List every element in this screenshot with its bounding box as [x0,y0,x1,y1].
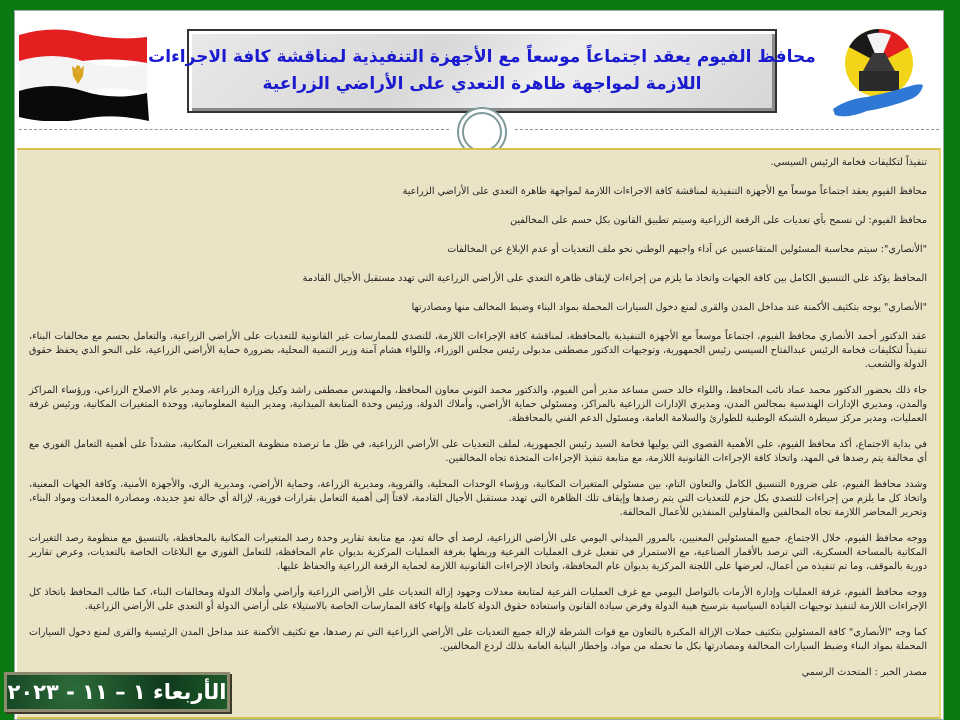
headline-line-1: محافظ الفيوم يعقد اجتماعاً موسعاً مع الأجهزة التنفيذية لمناقشة كافة الاجراءات [148,47,816,67]
egypt-flag-icon [17,21,149,121]
divider-right [515,129,939,130]
article-paragraph: في بداية الاجتماع، أكد محافظ الفيوم، على الأهمية القصوى التي يوليها فخامة السيد رئيس الجمهورية، لملف التعديات على الأراضي الزراعية، في ظل ما ترصده منظومة المتغيرات المكانية، مشدداً على أهمية التعامل الفوري مع أي مخالفة يتم رصدها في المهد، واتخاذ كافة الإجراءات القانونية اللازمة، مع متابعة تنفيذ الإجراءات المتخذة تجاه المخالفين. [29,439,927,464]
fayoum-governorate-logo [827,23,927,123]
article-paragraph: جاء ذلك بحضور الدكتور محمد عماد نائب المحافظ، واللواء خالد حسن مساعد مدير أمن الفيوم، والدكتور محمد التوني معاون المحافظ، والمهندس مصطفى راشد وكيل وزارة الزراعة، ومدير عام الاصلاح الزراعي، ورؤساء المراكز والمدن، ومديري الإدارات الهندسية بمجالس المدن، ومديري الإدارات الزراعية بالمراكز، ومسئولي حماية الأراضي، وأملاك الدولة، ورئيس وحدة المتابعة الميدانية، ومدير البنية المعلوماتية، ووحدة المتغيرات المكانية، ورئيس غرفة العمليات، ومدير مركز سيطرة الشبكة الوطنية للطوارئ والسلامة العامة، ومسئول الدعم الفني بالمحافظة. [29,385,927,424]
article-paragraph: "الأنصاري": سيتم محاسبة المسئولين المتقاعسين عن آداء واجبهم الوطني نحو ملف التعديات أو عدم الإبلاغ عن المخالفات [447,244,927,255]
article-paragraph: محافظ الفيوم يعقد اجتماعاً موسعاً مع الأجهزة التنفيذية لمناقشة كافة الاجراءات اللازمة لمواجهة ظاهرة التعدي على الأراضي الزراعية [402,186,927,197]
article-paragraph: عقد الدكتور أحمد الأنصاري محافظ الفيوم، اجتماعاً موسعاً مع الأجهزة التنفيذية بالمحافظة، لمناقشة كافة الإجراءات اللازمة، للتصدي للممارسات غير القانونية للتعديات على الأراضي الزراعية، والتعامل بحسم مع مخالفات البناء، تنفيذاً لتكليفات فخامة الرئيس عبدالفتاح السيسي رئيس الجمهورية، وتوجيهات الدكتور مصطفى مدبولى رئيس مجلس الوزراء، واللواء هشام آمنة وزير التنمية المحلية، بضرورة حماية الأراضي الزراعية، على النحو الذي يحفظ حقوق الدولة والشعب. [29,331,927,370]
date-text: الأربعاء ١ – ١١ - ٢٠٢٣ [7,680,227,704]
article-paragraph: وشدد محافظ الفيوم، على ضرورة التنسيق الكامل والتعاون التام، بين مسئولي المتغيرات المكانية، ورؤساء الوحدات المحلية، والقروية، ومديرية الزراعة، وحماية الأراضي، ومديرية الري، والأجهزة الأمنية، وكافة الجهات المعنية، واتخاذ كل ما يلزم من إجراءات للتصدي بكل حزم للتعديات التي يتم رصدها وإيقاف تلك الظاهرة التي تهدد مستقبل الأجيال القادمة، لافتاً إلى أهمية التعامل بقرارات فورية، لإزالة أي حالة تعدٍ جديدة، ومصادرة المعدات ومواد البناء، وتحرير المحاضر اللازمة تجاه المخالفين والمقاولين المنفذين للأعمال المخالفة. [29,479,927,518]
article-paragraph: تنفيذاً لتكليفات فخامة الرئيس السيسي. [770,157,927,168]
article-paragraph: "الأنصاري" يوجه بتكثيف الأكمنة عند مداخل المدن والقرى لمنع دخول السيارات المحملة بمواد البناء وضبط المخالف منها ومصادرتها [411,302,927,313]
news-source: مصدر الخبر : المتحدث الرسمي [801,667,927,678]
headline-line-2: اللازمة لمواجهة ظاهرة التعدي على الأراضي الزراعية [262,74,702,94]
date-badge [4,672,230,712]
article-paragraph: ووجه محافظ الفيوم، خلال الاجتماع، جميع المسئولين المعنيين، بالمرور الميداني اليومي على الأراضي الزراعية، لرصد أي حالة تعدٍ، مع متابعة تقارير وحدة رصد المتغيرات المكانية بالمحافظة، بالتنسيق مع منظومة رصد التغيرات المكانية بالمساحة العسكرية، التي ترصد بالأقمار الصناعية، مع الاستمرار في تفعيل غرف العمليات الفرعية وربطها بغرفة العمليات المركزية بديوان عام المحافظة، للتعامل الفوري مع البلاغات الخاصة بالتعديات، وعرض تقارير دورية بالموقف، وما تم تنفيذه من أعمال، لعرضها على اللجنة المركزية بديوان عام المحافظة، واتخاذ الإجراءات القانونية اللازمة لحماية الرقعة الزراعية والحفاظ عليها. [29,533,927,572]
article-paragraph: ووجه محافظ الفيوم، غرفة العمليات وإدارة الأزمات بالتواصل اليومي مع غرف العمليات الفرعية لمتابعة معدلات وجهود إزالة التعديات على الأراضي الزراعية وأراضي وأملاك الدولة ومخالفات البناء، كما طالب المحافظ باتخاذ كل الإجراءات اللازمة لتنفيذ توجيهات القيادة السياسية بترسيخ هيبة الدولة وفرض سيادة القانون واستعادة حقوق الدولة كاملة وإنهاء كافة الممارسات الخاصة بالاستيلاء على أراضي الدولة أو التعدي على الأراضي الزراعية. [29,587,927,612]
article-paragraph: كما وجه "الأنصاري" كافة المسئولين بتكثيف حملات الإزالة المكبرة بالتعاون مع قوات الشرطة لإزالة جميع التعديات على الأراضي الزراعية التي تم رصدها، مع تكثيف الأكمنة عند مداخل المدن الرئيسية والقرى لمنع دخول السيارات المحملة بمواد البناء وضبط السيارات المخالفة ومصادرتها بكل ما تحمله من مواد، وإخطار النيابة العامة بذلك لردع المخالفين. [29,627,927,652]
divider-left [19,129,449,130]
article-paragraph: المحافظ يؤكد علي التنسيق الكامل بين كافة الجهات واتخاذ ما يلزم من إجراءات لإيقاف ظاهرة التعدي على الأراضي الزراعية التي تهدد مستقبل الأجيال القادمة [302,273,927,284]
article-body [17,148,941,719]
article-paragraph: محافظ الفيوم: لن نسمح بأي تعديات على الرقعة الزراعية وسيتم تطبيق القانون بكل حسم على المخالفين [510,215,927,226]
page-frame [14,10,944,720]
headline-box [148,29,816,113]
